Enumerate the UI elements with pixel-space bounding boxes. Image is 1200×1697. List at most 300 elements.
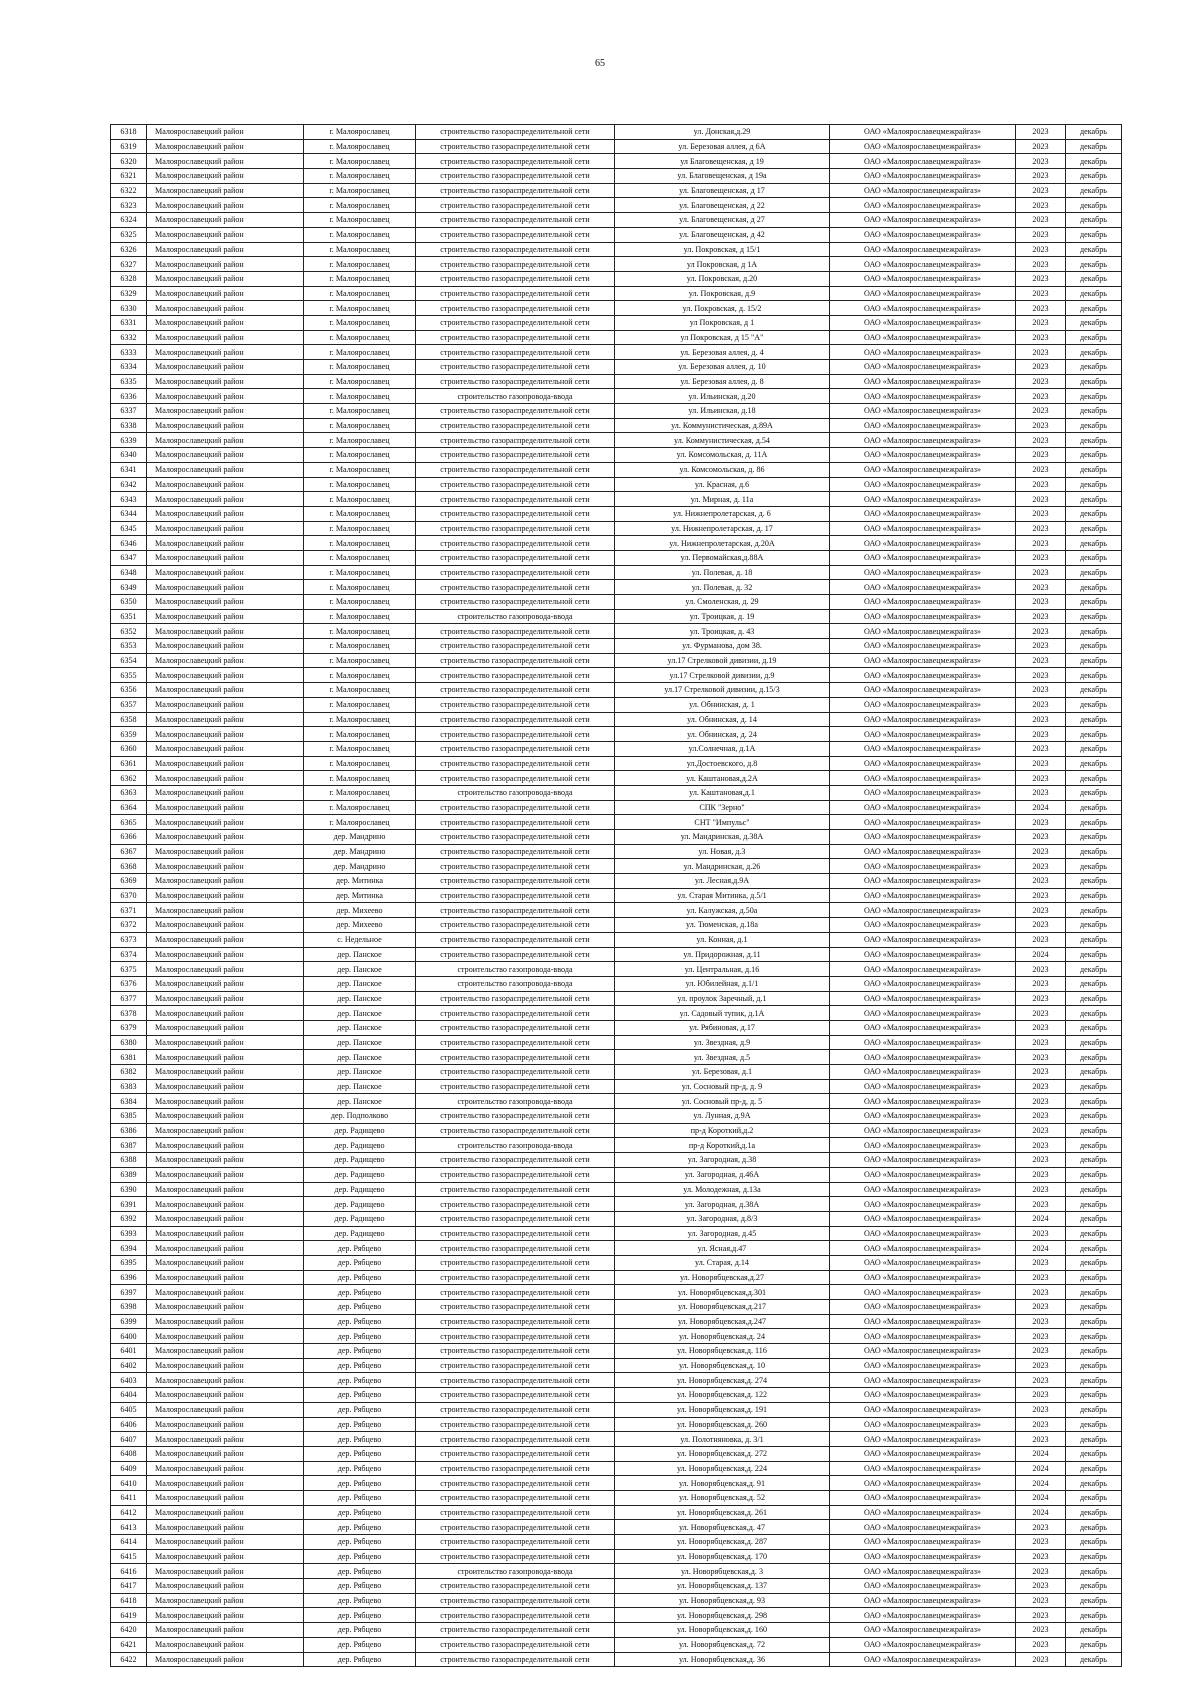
work-type-cell: строительство газораспределительной сети (416, 565, 615, 580)
address-cell: ул. Новорябцевская,д. 122 (615, 1388, 830, 1403)
address-cell: ул. Нижнепролетарская, д. 17 (615, 521, 830, 536)
address-cell: ул. Новорябцевская,д. 170 (615, 1549, 830, 1564)
row-number-cell: 6367 (111, 844, 147, 859)
address-cell: ул. Новорябцевская,д. 91 (615, 1476, 830, 1491)
table-row (111, 360, 1122, 375)
contractor-cell: ОАО «Малоярославецмежрайгаз» (830, 815, 1016, 830)
district-cell: Малоярославецкий район (147, 169, 304, 184)
work-type-cell: строительство газораспределительной сети (416, 301, 615, 316)
month-cell: декабрь (1066, 785, 1122, 800)
year-cell: 2023 (1016, 991, 1066, 1006)
district-cell: Малоярославецкий район (147, 756, 304, 771)
contractor-cell: ОАО «Малоярославецмежрайгаз» (830, 1432, 1016, 1447)
work-type-cell: строительство газораспределительной сети (416, 286, 615, 301)
settlement-cell: г. Малоярославец (304, 213, 416, 228)
district-cell: Малоярославецкий район (147, 1065, 304, 1080)
district-cell: Малоярославецкий район (147, 139, 304, 154)
row-number-cell: 6399 (111, 1314, 147, 1329)
row-number-cell: 6339 (111, 433, 147, 448)
settlement-cell: дер. Рябцево (304, 1579, 416, 1594)
table-row (111, 1535, 1122, 1550)
table-row (111, 1211, 1122, 1226)
settlement-cell: г. Малоярославец (304, 418, 416, 433)
row-number-cell: 6416 (111, 1564, 147, 1579)
district-cell: Малоярославецкий район (147, 565, 304, 580)
contractor-cell: ОАО «Малоярославецмежрайгаз» (830, 271, 1016, 286)
settlement-cell: дер. Михеево (304, 918, 416, 933)
address-cell: ул. Новорябцевская,д. 191 (615, 1402, 830, 1417)
year-cell: 2023 (1016, 1182, 1066, 1197)
month-cell: декабрь (1066, 1417, 1122, 1432)
table-row (111, 506, 1122, 521)
year-cell: 2023 (1016, 1329, 1066, 1344)
work-type-cell: строительство газораспределительной сети (416, 1167, 615, 1182)
address-cell: ул. Полевая, д. 32 (615, 580, 830, 595)
district-cell: Малоярославецкий район (147, 345, 304, 360)
row-number-cell: 6422 (111, 1652, 147, 1667)
month-cell: декабрь (1066, 727, 1122, 742)
settlement-cell: г. Малоярославец (304, 242, 416, 257)
month-cell: декабрь (1066, 874, 1122, 889)
contractor-cell: ОАО «Малоярославецмежрайгаз» (830, 668, 1016, 683)
year-cell: 2024 (1016, 1490, 1066, 1505)
year-cell: 2023 (1016, 389, 1066, 404)
address-cell: ул. Благовещенская, д 17 (615, 183, 830, 198)
table-row (111, 286, 1122, 301)
row-number-cell: 6421 (111, 1637, 147, 1652)
row-number-cell: 6379 (111, 1020, 147, 1035)
district-cell: Малоярославецкий район (147, 389, 304, 404)
district-cell: Малоярославецкий район (147, 639, 304, 654)
district-cell: Малоярославецкий район (147, 1623, 304, 1638)
table-row (111, 213, 1122, 228)
year-cell: 2023 (1016, 404, 1066, 419)
year-cell: 2023 (1016, 859, 1066, 874)
row-number-cell: 6329 (111, 286, 147, 301)
table-row (111, 741, 1122, 756)
settlement-cell: дер. Рябцево (304, 1417, 416, 1432)
settlement-cell: дер. Радищево (304, 1182, 416, 1197)
month-cell: декабрь (1066, 903, 1122, 918)
district-cell: Малоярославецкий район (147, 183, 304, 198)
district-cell: Малоярославецкий район (147, 1505, 304, 1520)
table-row (111, 418, 1122, 433)
row-number-cell: 6366 (111, 830, 147, 845)
year-cell: 2023 (1016, 448, 1066, 463)
work-type-cell: строительство газораспределительной сети (416, 198, 615, 213)
table-row (111, 727, 1122, 742)
district-cell: Малоярославецкий район (147, 1182, 304, 1197)
work-type-cell: строительство газораспределительной сети (416, 1402, 615, 1417)
contractor-cell: ОАО «Малоярославецмежрайгаз» (830, 433, 1016, 448)
work-type-cell: строительство газораспределительной сети (416, 815, 615, 830)
address-cell: ул. Мандринская, д.26 (615, 859, 830, 874)
contractor-cell: ОАО «Малоярославецмежрайгаз» (830, 139, 1016, 154)
month-cell: декабрь (1066, 609, 1122, 624)
address-cell: ул. Коммунистическая, д.54 (615, 433, 830, 448)
address-cell: ул. Новорябцевская,д. 72 (615, 1637, 830, 1652)
work-type-cell: строительство газораспределительной сети (416, 169, 615, 184)
settlement-cell: г. Малоярославец (304, 286, 416, 301)
district-cell: Малоярославецкий район (147, 330, 304, 345)
month-cell: декабрь (1066, 712, 1122, 727)
row-number-cell: 6322 (111, 183, 147, 198)
district-cell: Малоярославецкий район (147, 874, 304, 889)
address-cell: ул. Фурманова, дом 38. (615, 639, 830, 654)
contractor-cell: ОАО «Малоярославецмежрайгаз» (830, 198, 1016, 213)
table-row (111, 1167, 1122, 1182)
table-row (111, 918, 1122, 933)
row-number-cell: 6373 (111, 932, 147, 947)
month-cell: декабрь (1066, 404, 1122, 419)
work-type-cell: строительство газораспределительной сети (416, 418, 615, 433)
row-number-cell: 6348 (111, 565, 147, 580)
contractor-cell: ОАО «Малоярославецмежрайгаз» (830, 227, 1016, 242)
contractor-cell: ОАО «Малоярославецмежрайгаз» (830, 536, 1016, 551)
year-cell: 2023 (1016, 1402, 1066, 1417)
contractor-cell: ОАО «Малоярославецмежрайгаз» (830, 741, 1016, 756)
table-row (111, 565, 1122, 580)
contractor-cell: ОАО «Малоярославецмежрайгаз» (830, 301, 1016, 316)
settlement-cell: дер. Рябцево (304, 1402, 416, 1417)
work-type-cell: строительство газораспределительной сети (416, 139, 615, 154)
table-row (111, 1373, 1122, 1388)
settlement-cell: дер. Рябцево (304, 1300, 416, 1315)
address-cell: ул. Новорябцевская,д. 24 (615, 1329, 830, 1344)
contractor-cell: ОАО «Малоярославецмежрайгаз» (830, 874, 1016, 889)
month-cell: декабрь (1066, 389, 1122, 404)
settlement-cell: г. Малоярославец (304, 477, 416, 492)
settlement-cell: г. Малоярославец (304, 727, 416, 742)
contractor-cell: ОАО «Малоярославецмежрайгаз» (830, 154, 1016, 169)
district-cell: Малоярославецкий район (147, 1255, 304, 1270)
district-cell: Малоярославецкий район (147, 1285, 304, 1300)
address-cell: ул. Покровская, д 15/1 (615, 242, 830, 257)
settlement-cell: г. Малоярославец (304, 815, 416, 830)
work-type-cell: строительство газораспределительной сети (416, 595, 615, 610)
work-type-cell: строительство газораспределительной сети (416, 653, 615, 668)
address-cell: ул. Конная, д.1 (615, 932, 830, 947)
address-cell: ул.Солнечная, д.1А (615, 741, 830, 756)
row-number-cell: 6334 (111, 360, 147, 375)
work-type-cell: строительство газопровода-ввода (416, 1138, 615, 1153)
settlement-cell: г. Малоярославец (304, 550, 416, 565)
settlement-cell: дер. Рябцево (304, 1623, 416, 1638)
address-cell: ул.17 Стрелковой дивизии, д.15/3 (615, 683, 830, 698)
district-cell: Малоярославецкий район (147, 213, 304, 228)
table-row (111, 1461, 1122, 1476)
work-type-cell: строительство газораспределительной сети (416, 271, 615, 286)
year-cell: 2023 (1016, 565, 1066, 580)
work-type-cell: строительство газораспределительной сети (416, 727, 615, 742)
contractor-cell: ОАО «Малоярославецмежрайгаз» (830, 932, 1016, 947)
month-cell: декабрь (1066, 536, 1122, 551)
month-cell: декабрь (1066, 1314, 1122, 1329)
settlement-cell: г. Малоярославец (304, 756, 416, 771)
contractor-cell: ОАО «Малоярославецмежрайгаз» (830, 1490, 1016, 1505)
row-number-cell: 6347 (111, 550, 147, 565)
work-type-cell: строительство газораспределительной сети (416, 859, 615, 874)
row-number-cell: 6397 (111, 1285, 147, 1300)
year-cell: 2023 (1016, 756, 1066, 771)
district-cell: Малоярославецкий район (147, 580, 304, 595)
district-cell: Малоярославецкий район (147, 1211, 304, 1226)
settlement-cell: г. Малоярославец (304, 785, 416, 800)
month-cell: декабрь (1066, 360, 1122, 375)
row-number-cell: 6377 (111, 991, 147, 1006)
settlement-cell: г. Малоярославец (304, 345, 416, 360)
table-row (111, 1520, 1122, 1535)
district-cell: Малоярославецкий район (147, 727, 304, 742)
table-row (111, 756, 1122, 771)
table-row (111, 1417, 1122, 1432)
work-type-cell: строительство газораспределительной сети (416, 448, 615, 463)
row-number-cell: 6332 (111, 330, 147, 345)
settlement-cell: г. Малоярославец (304, 154, 416, 169)
settlement-cell: г. Малоярославец (304, 183, 416, 198)
month-cell: декабрь (1066, 506, 1122, 521)
settlement-cell: г. Малоярославец (304, 521, 416, 536)
address-cell: ул. Донская,д.29 (615, 125, 830, 140)
table-row (111, 462, 1122, 477)
table-row (111, 815, 1122, 830)
table-row (111, 932, 1122, 947)
district-cell: Малоярославецкий район (147, 624, 304, 639)
year-cell: 2023 (1016, 962, 1066, 977)
address-cell: ул. Загородная, д.46А (615, 1167, 830, 1182)
table-row (111, 198, 1122, 213)
row-number-cell: 6320 (111, 154, 147, 169)
contractor-cell: ОАО «Малоярославецмежрайгаз» (830, 1623, 1016, 1638)
table-row (111, 653, 1122, 668)
year-cell: 2023 (1016, 976, 1066, 991)
year-cell: 2023 (1016, 1050, 1066, 1065)
settlement-cell: дер. Панское (304, 1035, 416, 1050)
row-number-cell: 6389 (111, 1167, 147, 1182)
year-cell: 2023 (1016, 1579, 1066, 1594)
year-cell: 2024 (1016, 1241, 1066, 1256)
month-cell: декабрь (1066, 1593, 1122, 1608)
address-cell: ул. Центральная, д.16 (615, 962, 830, 977)
table-row (111, 1197, 1122, 1212)
row-number-cell: 6341 (111, 462, 147, 477)
address-cell: ул. Каштановая,д.2А (615, 771, 830, 786)
contractor-cell: ОАО «Малоярославецмежрайгаз» (830, 1388, 1016, 1403)
table-row (111, 976, 1122, 991)
settlement-cell: дер. Радищево (304, 1153, 416, 1168)
month-cell: декабрь (1066, 1608, 1122, 1623)
month-cell: декабрь (1066, 1520, 1122, 1535)
work-type-cell: строительство газораспределительной сети (416, 1050, 615, 1065)
year-cell: 2023 (1016, 932, 1066, 947)
address-cell: ул. Смоленская, д. 29 (615, 595, 830, 610)
work-type-cell: строительство газораспределительной сети (416, 918, 615, 933)
month-cell: декабрь (1066, 1109, 1122, 1124)
year-cell: 2023 (1016, 198, 1066, 213)
contractor-cell: ОАО «Малоярославецмежрайгаз» (830, 345, 1016, 360)
district-cell: Малоярославецкий район (147, 1153, 304, 1168)
address-cell: ул. Звездная, д.9 (615, 1035, 830, 1050)
address-cell: ул. Рябиновая, д.17 (615, 1020, 830, 1035)
work-type-cell: строительство газораспределительной сети (416, 125, 615, 140)
month-cell: декабрь (1066, 1079, 1122, 1094)
settlement-cell: г. Малоярославец (304, 139, 416, 154)
month-cell: декабрь (1066, 1388, 1122, 1403)
year-cell: 2023 (1016, 1417, 1066, 1432)
settlement-cell: г. Малоярославец (304, 301, 416, 316)
work-type-cell: строительство газораспределительной сети (416, 991, 615, 1006)
work-type-cell: строительство газораспределительной сети (416, 1476, 615, 1491)
table-row (111, 521, 1122, 536)
gasification-table (110, 124, 1122, 1667)
contractor-cell: ОАО «Малоярославецмежрайгаз» (830, 1476, 1016, 1491)
settlement-cell: г. Малоярославец (304, 771, 416, 786)
work-type-cell: строительство газораспределительной сети (416, 903, 615, 918)
address-cell: ул. Нижнепролетарская, д. 6 (615, 506, 830, 521)
row-number-cell: 6418 (111, 1593, 147, 1608)
table-row (111, 580, 1122, 595)
row-number-cell: 6324 (111, 213, 147, 228)
district-cell: Малоярославецкий район (147, 271, 304, 286)
table-row (111, 595, 1122, 610)
table-row (111, 1020, 1122, 1035)
row-number-cell: 6409 (111, 1461, 147, 1476)
month-cell: декабрь (1066, 154, 1122, 169)
contractor-cell: ОАО «Малоярославецмежрайгаз» (830, 1226, 1016, 1241)
settlement-cell: дер. Митинка (304, 888, 416, 903)
month-cell: декабрь (1066, 550, 1122, 565)
settlement-cell: г. Малоярославец (304, 374, 416, 389)
year-cell: 2023 (1016, 477, 1066, 492)
year-cell: 2023 (1016, 697, 1066, 712)
year-cell: 2023 (1016, 653, 1066, 668)
address-cell: ул. Сосновый пр-д, д. 5 (615, 1094, 830, 1109)
district-cell: Малоярославецкий район (147, 227, 304, 242)
district-cell: Малоярославецкий район (147, 286, 304, 301)
table-row (111, 947, 1122, 962)
work-type-cell: строительство газораспределительной сети (416, 1006, 615, 1021)
contractor-cell: ОАО «Малоярославецмежрайгаз» (830, 639, 1016, 654)
contractor-cell: ОАО «Малоярославецмежрайгаз» (830, 169, 1016, 184)
work-type-cell: строительство газораспределительной сети (416, 830, 615, 845)
district-cell: Малоярославецкий район (147, 1446, 304, 1461)
address-cell: ул. Благовещенская, д 42 (615, 227, 830, 242)
address-cell: ул. Новорябцевская,д. 47 (615, 1520, 830, 1535)
row-number-cell: 6378 (111, 1006, 147, 1021)
contractor-cell: ОАО «Малоярославецмежрайгаз» (830, 360, 1016, 375)
address-cell: ул. Звездная, д.5 (615, 1050, 830, 1065)
year-cell: 2023 (1016, 683, 1066, 698)
row-number-cell: 6388 (111, 1153, 147, 1168)
address-cell: ул.Достоевского, д.8 (615, 756, 830, 771)
work-type-cell: строительство газораспределительной сети (416, 1197, 615, 1212)
settlement-cell: дер. Мандрино (304, 844, 416, 859)
year-cell: 2023 (1016, 1006, 1066, 1021)
settlement-cell: дер. Рябцево (304, 1388, 416, 1403)
month-cell: декабрь (1066, 1402, 1122, 1417)
row-number-cell: 6376 (111, 976, 147, 991)
work-type-cell: строительство газораспределительной сети (416, 1182, 615, 1197)
contractor-cell: ОАО «Малоярославецмежрайгаз» (830, 771, 1016, 786)
address-cell: ул. Комсомольская, д. 86 (615, 462, 830, 477)
contractor-cell: ОАО «Малоярославецмежрайгаз» (830, 565, 1016, 580)
district-cell: Малоярославецкий район (147, 1079, 304, 1094)
address-cell: ул. Березовая, д.1 (615, 1065, 830, 1080)
month-cell: декабрь (1066, 1020, 1122, 1035)
month-cell: декабрь (1066, 1535, 1122, 1550)
year-cell: 2023 (1016, 1388, 1066, 1403)
year-cell: 2023 (1016, 536, 1066, 551)
row-number-cell: 6355 (111, 668, 147, 683)
row-number-cell: 6395 (111, 1255, 147, 1270)
month-cell: декабрь (1066, 1035, 1122, 1050)
contractor-cell: ОАО «Малоярославецмежрайгаз» (830, 1138, 1016, 1153)
address-cell: ул. Садовый тупик, д.1А (615, 1006, 830, 1021)
year-cell: 2024 (1016, 800, 1066, 815)
address-cell: ул. Троицкая, д. 19 (615, 609, 830, 624)
settlement-cell: дер. Радищево (304, 1138, 416, 1153)
table-row (111, 1079, 1122, 1094)
address-cell: ул.17 Стрелковой дивизии, д.9 (615, 668, 830, 683)
district-cell: Малоярославецкий район (147, 1652, 304, 1667)
month-cell: декабрь (1066, 345, 1122, 360)
table-row (111, 1402, 1122, 1417)
district-cell: Малоярославецкий район (147, 418, 304, 433)
district-cell: Малоярославецкий район (147, 1593, 304, 1608)
settlement-cell: дер. Радищево (304, 1167, 416, 1182)
row-number-cell: 6364 (111, 800, 147, 815)
work-type-cell: строительство газораспределительной сети (416, 1549, 615, 1564)
month-cell: декабрь (1066, 330, 1122, 345)
year-cell: 2023 (1016, 213, 1066, 228)
row-number-cell: 6417 (111, 1579, 147, 1594)
month-cell: декабрь (1066, 125, 1122, 140)
address-cell: ул. Новорябцевская,д. 116 (615, 1344, 830, 1359)
row-number-cell: 6319 (111, 139, 147, 154)
address-cell: ул. Обнинская, д. 14 (615, 712, 830, 727)
year-cell: 2023 (1016, 712, 1066, 727)
month-cell: декабрь (1066, 668, 1122, 683)
row-number-cell: 6330 (111, 301, 147, 316)
district-cell: Малоярославецкий район (147, 1417, 304, 1432)
district-cell: Малоярославецкий район (147, 1329, 304, 1344)
settlement-cell: дер. Рябцево (304, 1549, 416, 1564)
month-cell: декабрь (1066, 1432, 1122, 1447)
row-number-cell: 6352 (111, 624, 147, 639)
year-cell: 2023 (1016, 1535, 1066, 1550)
row-number-cell: 6398 (111, 1300, 147, 1315)
settlement-cell: дер. Панское (304, 1079, 416, 1094)
contractor-cell: ОАО «Малоярославецмежрайгаз» (830, 785, 1016, 800)
year-cell: 2023 (1016, 771, 1066, 786)
contractor-cell: ОАО «Малоярославецмежрайгаз» (830, 844, 1016, 859)
year-cell: 2023 (1016, 1270, 1066, 1285)
year-cell: 2024 (1016, 1505, 1066, 1520)
contractor-cell: ОАО «Малоярославецмежрайгаз» (830, 683, 1016, 698)
year-cell: 2023 (1016, 1549, 1066, 1564)
address-cell: ул. Березовая аллея, д. 4 (615, 345, 830, 360)
contractor-cell: ОАО «Малоярославецмежрайгаз» (830, 506, 1016, 521)
settlement-cell: дер. Мандрино (304, 859, 416, 874)
month-cell: декабрь (1066, 683, 1122, 698)
contractor-cell: ОАО «Малоярославецмежрайгаз» (830, 1608, 1016, 1623)
district-cell: Малоярославецкий район (147, 712, 304, 727)
address-cell: ул. Покровская, д.9 (615, 286, 830, 301)
contractor-cell: ОАО «Малоярославецмежрайгаз» (830, 477, 1016, 492)
settlement-cell: дер. Радищево (304, 1211, 416, 1226)
work-type-cell: строительство газораспределительной сети (416, 1344, 615, 1359)
row-number-cell: 6363 (111, 785, 147, 800)
